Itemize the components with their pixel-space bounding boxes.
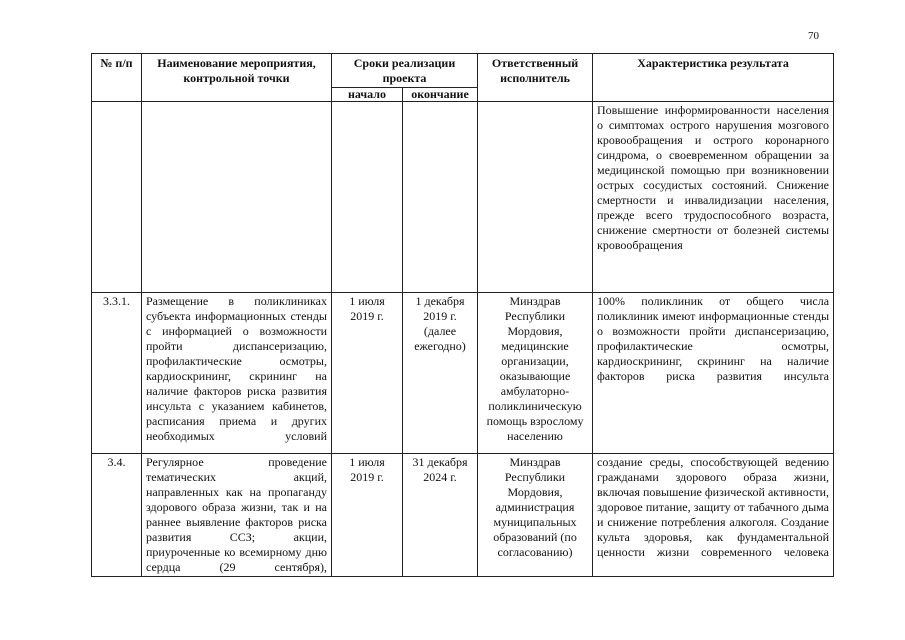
header-end: окончание [403,88,478,102]
row-result: 100% поликлиник от общего числа поликлиник имеют информационные стенды о возможности пройти диспансеризацию, профилактические осмотры, кардиоскрининг, скрининг на наличие факторов риска развития инсульта [593,293,834,454]
row-start: 1 июля 2019 г. [332,454,403,577]
row-end: 31 декабря 2024 г. [403,454,478,577]
row-num: 3.4. [92,454,142,577]
row-result: Повышение информированности населения о симптомах острого нарушения мозгового кровообращения и острого коронарного синдрома, о своевременном обращении за медицинской помощью при возникновении острых сосудистых состояний. Снижение смертности и инвалидизации населения, прежде всего трудоспособного возраста, снижение смертности от болезней системы кровообращения [593,102,834,293]
row-responsible [478,102,593,293]
row-name [142,102,332,293]
row-name: Регулярное проведение тематических акций, направленных как на пропаганду здорового образа жизни, так и на раннее выявление факторов риска развития ССЗ; акции, приуроченные ко всемирному дню сердца (29 сентября), [142,454,332,577]
header-name: Наименование мероприятия, контрольной точки [142,54,332,102]
row-end: 1 декабря 2019 г. (далее ежегодно) [403,293,478,454]
row-start: 1 июля 2019 г. [332,293,403,454]
row-end [403,102,478,293]
header-responsible: Ответственный исполнитель [478,54,593,102]
row-start [332,102,403,293]
header-result: Характеристика результата [593,54,834,102]
row-result: создание среды, способствующей ведению гражданами здорового образа жизни, включая повышение физической активности, здоровое питание, защиту от табачного дыма и снижение потребления алкоголя. Создание культа здоровья, как фундаментальной ценности жизни современного человека [593,454,834,577]
header-terms: Сроки реализации проекта [332,54,478,88]
table-row [92,102,834,293]
row-num [92,102,142,293]
row-name: Размещение в поликлиниках субъекта информационных стенды с информацией о возможности пройти диспансеризацию, профилактические осмотры, кардиоскрининг, скрининг на наличие факторов риска развития инсульта с указанием кабинетов, расписания приема и других необходимых условий [142,293,332,454]
row-responsible: Минздрав Республики Мордовия, администрация муниципальных образований (по согласованию) [478,454,593,577]
page-number: 70 [808,30,819,42]
row-num: 3.3.1. [92,293,142,454]
header-start: начало [332,88,403,102]
table-row [92,293,834,454]
row-responsible: Минздрав Республики Мордовия, медицинские организации, оказывающие амбулаторно-поликлиническую помощь взрослому населению [478,293,593,454]
measures-table [91,53,834,577]
header-num: № п/п [92,54,142,102]
table-row [92,454,834,577]
